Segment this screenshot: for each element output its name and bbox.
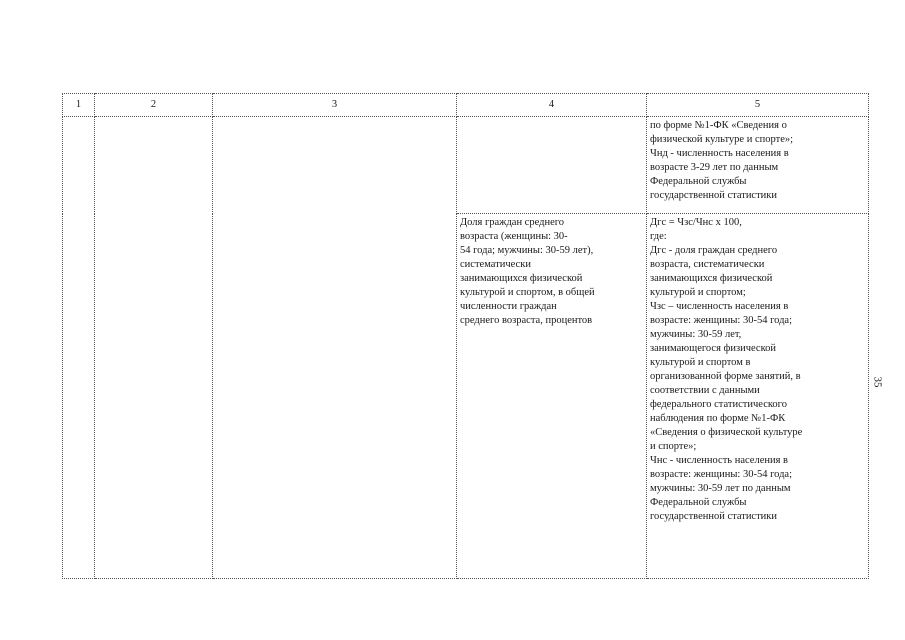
header-row (63, 94, 869, 117)
column-header-5: 5 (647, 94, 869, 117)
row-cell-col4 (457, 117, 647, 214)
row-cell-col1 (63, 117, 95, 579)
row-cell-col2 (95, 117, 213, 579)
column-header-4: 4 (457, 94, 647, 117)
column-header-2: 2 (95, 94, 213, 117)
formula-cell: Дгс = Чзс/Чнс х 100, где: Дгс - доля граждан среднего возраста, систематически занимающихся физической культурой и спортом; Чзс – численность населения в возрасте: женщины: 30-54 года; мужчины: 30-59 лет, занимающегося физической культурой и спортом в организованной форме занятий, в соответствии с данными федерального статистического наблюдения по форме №1-ФК «Сведения о физической культуре и спорте»; Чнс - численность населения в возрасте: женщины: 30-54 года; мужчины: 30-59 лет по данным Федеральной службы государственной статистики (647, 214, 869, 579)
column-header-1: 1 (63, 94, 95, 117)
page-number: 35 (871, 376, 884, 388)
column-header-3: 3 (213, 94, 457, 117)
indicator-name-cell: Доля граждан среднего возраста (женщины: 30- 54 года; мужчины: 30-59 лет), систематически занимающихся физической культурой и спортом, в общей численности граждан среднего возраста, процентов (457, 214, 647, 579)
indicator-table (62, 93, 869, 579)
row-cell-col3 (213, 117, 457, 579)
table-row (63, 117, 869, 214)
row-cell-formula-continuation: по форме №1-ФК «Сведения о физической культуре и спорте»; Чнд - численность населения в возрасте 3-29 лет по данным Федеральной службы государственной статистики (647, 117, 869, 214)
